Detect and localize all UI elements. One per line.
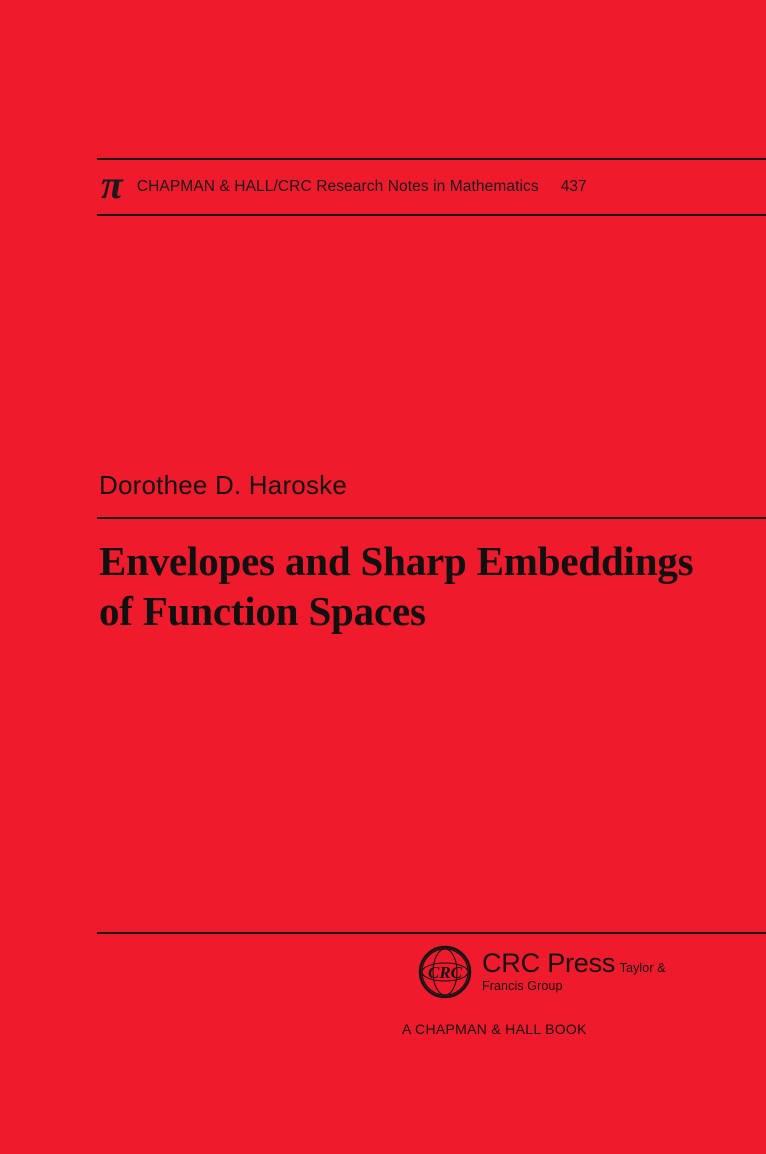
chapman-hall-book-line: A CHAPMAN & HALL BOOK <box>402 1021 587 1037</box>
series-imprint-and-name <box>137 178 539 196</box>
publisher-logo-row <box>400 945 700 999</box>
publisher-name: CRC Press <box>482 947 616 978</box>
publisher-names <box>482 947 700 995</box>
pi-symbol-icon: π <box>101 162 123 207</box>
series-row <box>97 160 766 214</box>
publisher-group: Taylor & Francis Group <box>482 960 666 993</box>
series-rule-bottom <box>97 214 766 216</box>
series-imprint: CHAPMAN & HALL/CRC <box>136 178 312 195</box>
lower-rule <box>97 932 766 934</box>
author-name: Dorothee D. Haroske <box>99 470 348 500</box>
publisher-block <box>400 945 700 1037</box>
crc-seal-icon <box>418 945 472 999</box>
author-block <box>97 470 766 519</box>
book-title: Envelopes and Sharp Embeddings of Function Spaces <box>99 538 694 635</box>
svg-text:CRC: CRC <box>427 963 463 982</box>
series-number: 437 <box>560 178 587 195</box>
series-band <box>0 158 766 216</box>
series-name: Research Notes in Mathematics <box>316 178 539 195</box>
author-rule <box>97 517 766 519</box>
